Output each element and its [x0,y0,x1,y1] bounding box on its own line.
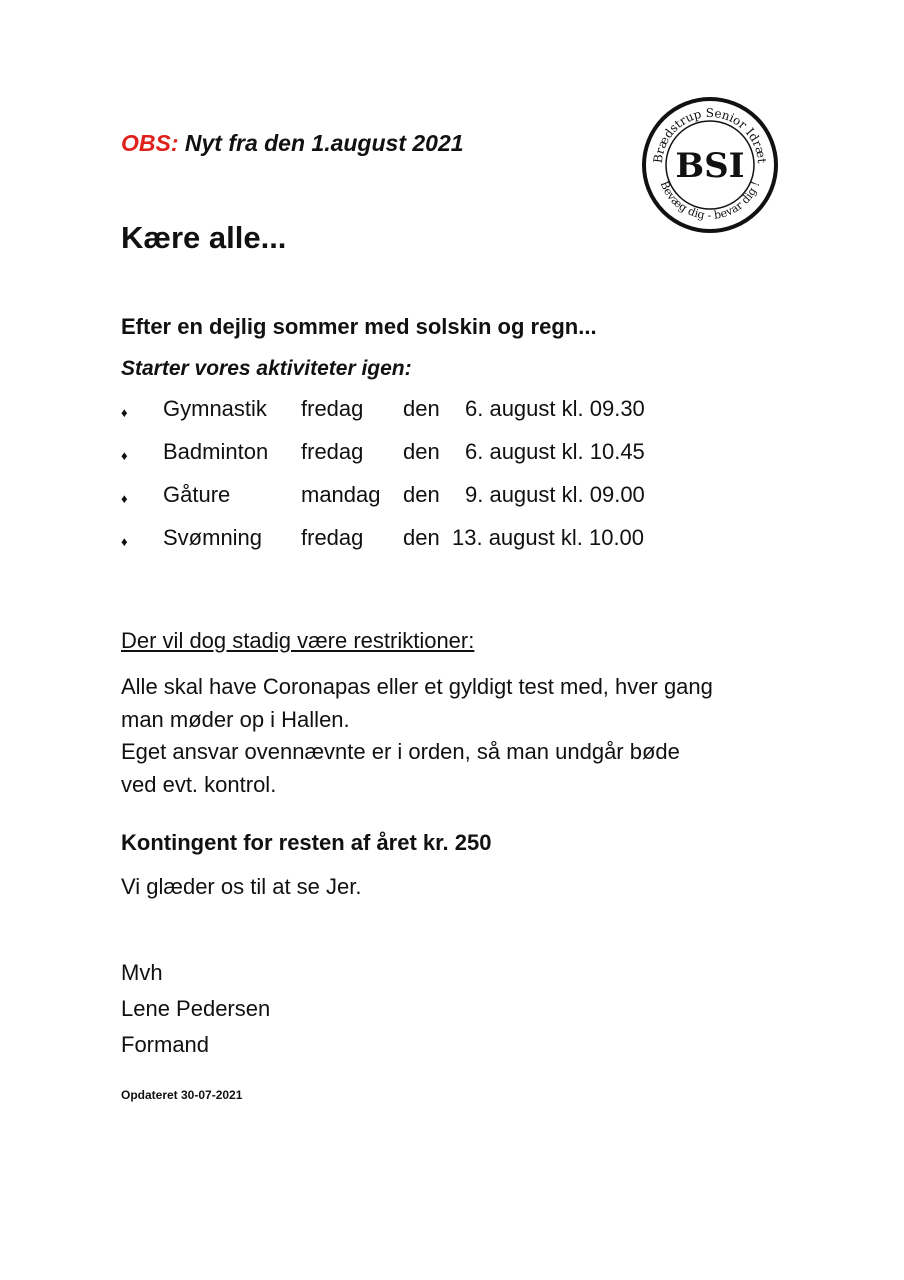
obs-notice [121,130,464,157]
logo-top-arc: Brædstrup Senior Idræt [650,105,770,164]
activity-name: Badminton [163,439,269,464]
restrictions-body [121,671,821,801]
restrictions-line: ved evt. kontrol. [121,771,277,797]
list-item [121,482,741,525]
restrictions-line: man møder op i Hallen. [121,706,350,732]
updated-date: Opdateret 30-07-2021 [121,1088,243,1102]
activity-date: 13. august kl. 10.00 [452,525,645,550]
activity-den: den [403,482,440,507]
activity-den: den [403,396,440,421]
activity-name: Svømning [163,525,263,550]
restrictions-line: Eget ansvar ovennævnte er i orden, så man undgår bøde [121,739,680,764]
signature-name: Lene Pedersen [121,996,271,1021]
activity-date: 6. august kl. 10.45 [465,439,645,464]
activity-name: Gåture [163,482,231,507]
bullet-icon: ♦ [121,405,128,420]
activity-day: fredag [301,439,364,464]
logo-letters: BSI [675,146,745,186]
greeting: Kære alle... [121,220,287,255]
list-item [121,396,741,439]
bullet-icon: ♦ [121,534,128,549]
activity-date: 9. august kl. 09.00 [465,482,645,507]
obs-text: Nyt fra den 1.august 2021 [184,130,464,156]
activity-list [121,396,741,568]
list-item [121,439,741,482]
activity-name: Gymnastik [163,396,267,421]
activity-day: fredag [301,396,364,421]
signature-title: Formand [121,1032,210,1057]
fee-text: Kontingent for resten af året kr. 250 [121,830,492,855]
intro-text: Efter en dejlig sommer med solskin og regn... [121,314,597,339]
activity-den: den [403,525,440,550]
restrictions-heading: Der vil dog stadig være restriktioner: [121,628,475,653]
signature-greeting: Mvh [121,960,163,985]
restrictions-line: Alle skal have Coronapas eller et gyldigt test med, hver gang [121,674,713,699]
obs-prefix: OBS: [121,130,179,156]
bsi-logo [640,95,780,235]
signature [121,955,270,1063]
logo-bottom-arc: Bevæg dig - bevar dig ! [657,179,763,223]
bullet-icon: ♦ [121,491,128,506]
bullet-icon: ♦ [121,448,128,463]
subintro-text: Starter vores aktiviteter igen: [121,357,412,380]
activity-den: den [403,439,440,464]
activity-day: mandag [301,482,381,507]
list-item [121,525,741,568]
activity-day: fredag [301,525,364,550]
closing-text: Vi glæder os til at se Jer. [121,874,362,899]
activity-date: 6. august kl. 09.30 [465,396,645,421]
